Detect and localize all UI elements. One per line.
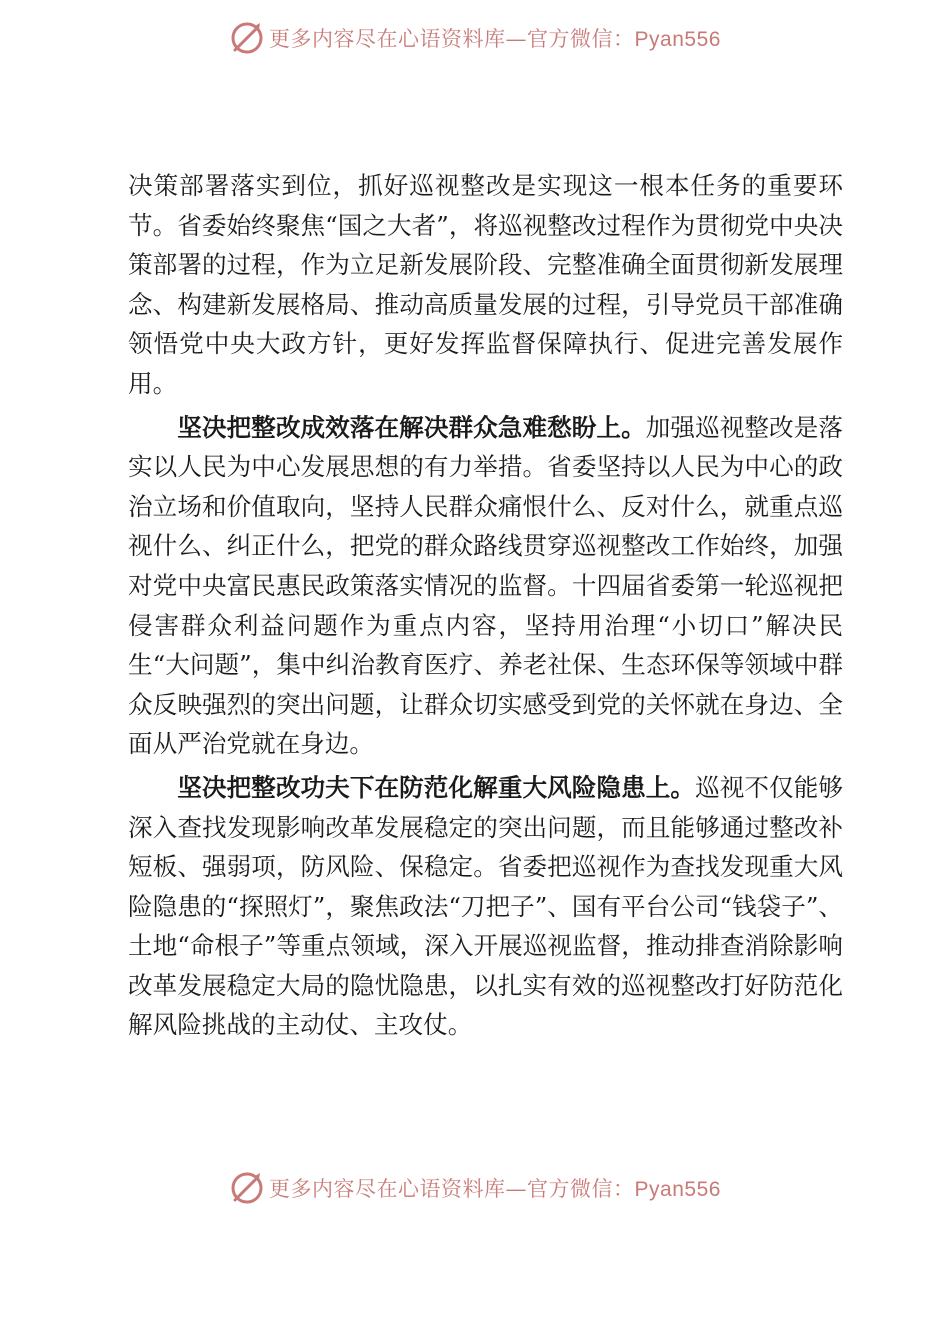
paragraph-text: 决策部署落实到位，抓好巡视整改是实现这一根本任务的重要环节。省委始终聚焦“国之大者”，将巡视整改过程作为贯彻党中央决策部署的过程，作为立足新发展阶段、完整准确全面贯彻新发展理念、构建新发展格局、推动高质量发展的过程，引导党员干部准确领悟党中央大政方针，更好发挥监督保障执行、促进完善发展作用。 (128, 171, 843, 398)
paragraph-3 (128, 768, 843, 1045)
watermark-wechat-id: Pyan556 (634, 1178, 721, 1201)
footer-watermark (0, 1166, 950, 1210)
watermark-wechat-id: Pyan556 (634, 28, 721, 51)
pen-logo-icon (229, 1170, 265, 1206)
paragraph-2 (128, 408, 843, 764)
paragraph-lead: 坚决把整改成效落在解决群众急难愁盼上。 (177, 412, 646, 442)
watermark-text: 更多内容尽在心语资料库—官方微信： (269, 1177, 635, 1201)
paragraph-lead: 坚决把整改功夫下在防范化解重大风险隐患上。 (177, 772, 696, 802)
document-body (128, 166, 843, 1049)
paragraph-1 (128, 166, 843, 404)
header-watermark (0, 16, 950, 60)
pen-logo-icon (229, 20, 265, 56)
paragraph-text: 加强巡视整改是落实以人民为中心发展思想的有力举措。省委坚持以人民为中心的政治立场和价值取向，坚持人民群众痛恨什么、反对什么，就重点巡视什么、纠正什么，把党的群众路线贯穿巡视整改工作始终，加强对党中央富民惠民政策落实情况的监督。十四届省委第一轮巡视把侵害群众利益问题作为重点内容，坚持用治理“小切口”解决民生“大问题”，集中纠治教育医疗、养老社保、生态环保等领域中群众反映强烈的突出问题，让群众切实感受到党的关怀就在身边、全面从严治党就在身边。 (128, 412, 843, 759)
watermark-text: 更多内容尽在心语资料库—官方微信： (269, 27, 635, 51)
paragraph-text: 巡视不仅能够深入查找发现影响改革发展稳定的突出问题，而且能够通过整改补短板、强弱项，防风险、保稳定。省委把巡视作为查找发现重大风险隐患的“探照灯”，聚焦政法“刀把子”、国有平台公司“钱袋子”、土地“命根子”等重点领域，深入开展巡视监督，推动排查消除影响改革发展稳定大局的隐忧隐患，以扎实有效的巡视整改打好防范化解风险挑战的主动仗、主攻仗。 (128, 772, 843, 1040)
